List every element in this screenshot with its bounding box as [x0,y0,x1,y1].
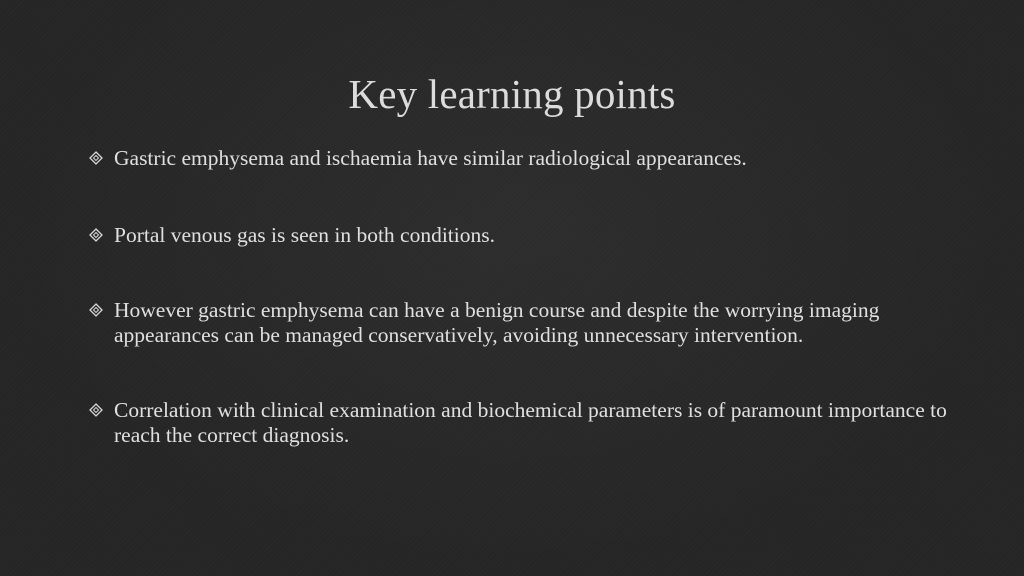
bullet-text: Gastric emphysema and ischaemia have similar radiological appearances. [114,146,747,170]
bullet-text: However gastric emphysema can have a benign course and despite the worrying imaging appearances can be managed conservatively, avoiding unnecessary intervention. [114,298,880,347]
diamond-bullet-icon [88,402,104,418]
bullet-text: Correlation with clinical examination and biochemical parameters is of paramount importance to reach the correct diagnosis. [114,398,947,447]
diamond-bullet-icon [88,227,104,243]
diamond-bullet-icon [88,150,104,166]
slide-title: Key learning points [348,71,676,117]
bullet-item [88,146,958,171]
bullet-item [88,398,958,448]
bullet-text: Portal venous gas is seen in both conditions. [114,223,495,247]
bullet-item [88,223,958,248]
diamond-bullet-icon [88,302,104,318]
bullet-item [88,298,958,348]
bullet-list [88,146,958,448]
